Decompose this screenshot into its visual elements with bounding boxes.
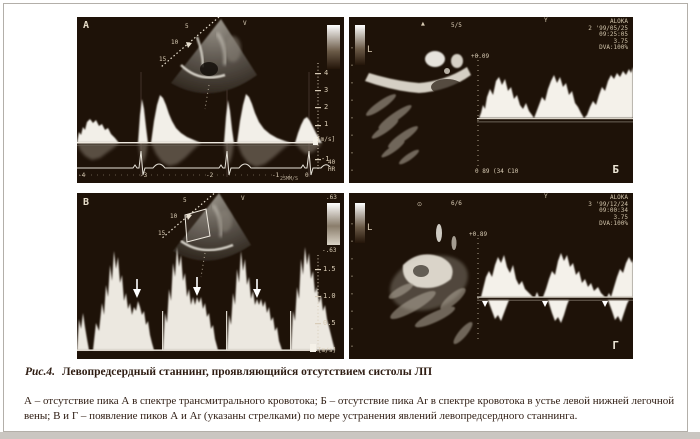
sample-region-box [185, 209, 210, 242]
sector-v-mark: V [241, 195, 245, 202]
colorbar-min: -.63 [322, 247, 337, 254]
ecg-trace [77, 151, 330, 175]
heart-rate-label: HR [328, 166, 336, 173]
left-orientation-mark: L [367, 223, 373, 233]
bottom-measurement-info: 0 89 (34 C10 [475, 168, 519, 175]
machine-brand: ALOKA [609, 18, 628, 25]
panel-b-pulmonary-vein-doppler [349, 17, 633, 183]
figure-legend: А – отсутствие пика А в спектре трансмитрального кровотока; Б – отсутствие пика Ar в спектре кровотока в устье левой нижней легочной вены; В и Г – появление пиков А и Ar (указаны стрелками) по мере устранения явлений левопредсердного станнинга. [24, 395, 675, 422]
spectrum-baseline [77, 142, 318, 143]
orientation-marker-icon: ▲ [421, 21, 425, 27]
ar-reversal-waves [488, 300, 629, 323]
panel-a-transmitral-doppler [77, 17, 344, 183]
figure-caption [25, 366, 675, 378]
machine-date: 2 '99/05/25 [588, 24, 628, 32]
velocity-scale [315, 63, 321, 169]
doppler-spectrum [77, 94, 322, 143]
ytick-1: 1 [324, 120, 329, 128]
machine-dva: DVA:100% [599, 44, 628, 51]
unit-label: [m/s] [318, 347, 337, 354]
baseline-marker [310, 344, 316, 352]
xtick-m1: -1 [272, 172, 280, 179]
ytick-4: 4 [324, 69, 329, 77]
panel-a-graphics [77, 17, 344, 183]
depth-mark-10: 10 [170, 213, 178, 220]
sector-v-mark: V [243, 20, 247, 27]
unit-label: [m/s] [317, 136, 336, 143]
sweep-speed: 25MM/S [280, 176, 299, 182]
panel-g-label: Г [612, 339, 619, 352]
panel-v-label: В [83, 197, 90, 208]
frame-counter: 5/5 [451, 22, 462, 29]
panel-b-label: Б [612, 163, 619, 176]
y-axis-mark: Y [544, 17, 548, 24]
spectrum-baseline [77, 350, 317, 351]
doppler-spectrum [481, 253, 633, 297]
machine-brand: ALOKA [609, 194, 628, 201]
ruler-marker-icon [186, 42, 192, 48]
grayscale-colorbar [327, 25, 340, 69]
panel-v-graphics [77, 193, 344, 359]
machine-dva: DVA:100% [599, 220, 628, 227]
doppler-spectrum [77, 247, 335, 350]
circle-marker-icon: ⊙ [417, 201, 423, 208]
panel-v-transmitral-doppler-recovery [77, 193, 344, 359]
xtick-m3: -3 [140, 172, 148, 179]
ytick-10: 1.0 [323, 292, 336, 300]
sector-2d-image [161, 193, 251, 277]
heart-rate-value: 40 [328, 159, 336, 166]
velocity-readout: +0.89 [469, 231, 488, 238]
machine-info-block [588, 19, 628, 52]
grayscale-colorbar [355, 203, 365, 243]
xtick-0: 0 [305, 172, 309, 179]
tee-2d-image [364, 51, 471, 166]
panel-a-label: А [83, 20, 90, 31]
xtick-m4: -4 [78, 172, 86, 179]
machine-date: 3 '99/12/24 [588, 200, 628, 208]
machine-info-block [588, 195, 628, 228]
ytick-2: 2 [324, 103, 329, 111]
frame-counter: 6/6 [451, 200, 462, 207]
depth-mark-5: 5 [185, 23, 189, 30]
ytick-neg1: -1 [321, 155, 330, 163]
panel-g-pulmonary-vein-doppler-recovery [349, 193, 633, 359]
sector-2d-image [161, 17, 257, 109]
depth-mark-5: 5 [183, 197, 187, 204]
page-bottom-edge [0, 432, 700, 439]
machine-depth: 3.75 [613, 213, 628, 221]
velocity-readout: +0.09 [471, 53, 490, 60]
colorbar-max: .63 [326, 194, 337, 201]
depth-mark-15: 15 [158, 230, 166, 237]
ytick-3: 3 [324, 86, 329, 94]
doppler-spectrum [479, 67, 633, 118]
depth-mark-15: 15 [159, 56, 167, 63]
machine-depth: 3.75 [613, 37, 628, 45]
machine-time: 09:00:34 [599, 207, 628, 214]
y-axis-mark: Y [544, 193, 548, 200]
doppler-spectrum-mirror [77, 143, 322, 167]
tee-2d-image [383, 224, 475, 346]
spectrum-baseline [477, 297, 633, 298]
machine-time: 09:25:05 [599, 31, 628, 38]
depth-mark-10: 10 [171, 39, 179, 46]
grayscale-colorbar [327, 203, 340, 245]
ytick-05: 0.5 [323, 319, 336, 327]
ytick-15: 1.5 [323, 265, 336, 273]
left-orientation-mark: L [367, 45, 373, 55]
spectrum-baseline [477, 118, 633, 119]
grayscale-colorbar [355, 25, 365, 65]
xtick-m2: -2 [206, 172, 214, 179]
figure-number: Рис.4. [25, 366, 56, 378]
figure-title: Левопредсердный станнинг, проявляющийся отсутствием систолы ЛП [62, 366, 433, 378]
